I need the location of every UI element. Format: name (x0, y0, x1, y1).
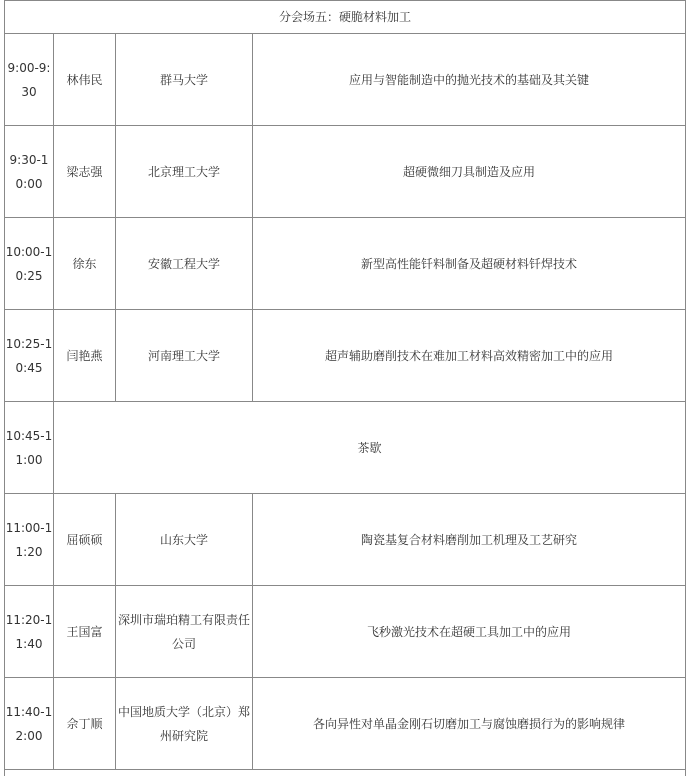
table-row (5, 678, 686, 770)
speaker-institution: 北京理工大学 (116, 126, 253, 218)
tea-break-label: 茶歇 (54, 402, 686, 494)
speaker-institution: 河南理工大学 (116, 310, 253, 402)
time-slot: 10:45-11:00 (5, 402, 54, 494)
time-slot: 10:00-10:25 (5, 218, 54, 310)
speaker-institution: 安徽工程大学 (116, 218, 253, 310)
session-title: 分会场五：硬脆材料加工 (5, 1, 686, 34)
table-row (5, 34, 686, 126)
time-slot: 11:00-11:20 (5, 494, 54, 586)
speaker-name: 徐东 (54, 218, 116, 310)
speaker-name: 林伟民 (54, 34, 116, 126)
speaker-institution: 深圳市瑞珀精工有限责任公司 (116, 586, 253, 678)
time-slot: 11:20-11:40 (5, 586, 54, 678)
time-slot: 9:30-10:00 (5, 126, 54, 218)
talk-topic: 飞秒激光技术在超硬工具加工中的应用 (253, 586, 686, 678)
talk-topic: 超硬微细刀具制造及应用 (253, 126, 686, 218)
speaker-name: 佘丁顺 (54, 678, 116, 770)
speaker-name: 王国富 (54, 586, 116, 678)
time-slot: 9:00-9:30 (5, 34, 54, 126)
table-row (5, 586, 686, 678)
talk-topic: 新型高性能钎料制备及超硬材料钎焊技术 (253, 218, 686, 310)
schedule-table (4, 0, 686, 776)
time-slot: 10:25-10:45 (5, 310, 54, 402)
talk-topic: 各向异性对单晶金刚石切磨加工与腐蚀磨损行为的影响规律 (253, 678, 686, 770)
time-slot: 11:40-12:00 (5, 678, 54, 770)
session-header-row (5, 1, 686, 34)
talk-topic: 陶瓷基复合材料磨削加工机理及工艺研究 (253, 494, 686, 586)
speaker-institution: 群马大学 (116, 34, 253, 126)
table-row (5, 126, 686, 218)
speaker-name: 梁志强 (54, 126, 116, 218)
table-row (5, 218, 686, 310)
table-row-cutoff (5, 770, 686, 777)
break-row (5, 402, 686, 494)
speaker-name: 闫艳燕 (54, 310, 116, 402)
speaker-institution: 中国地质大学（北京）郑州研究院 (116, 678, 253, 770)
speaker-institution: 山东大学 (116, 494, 253, 586)
speaker-name: 屈硕硕 (54, 494, 116, 586)
table-row (5, 494, 686, 586)
talk-topic: 应用与智能制造中的抛光技术的基础及其关键 (253, 34, 686, 126)
cutoff-cell (5, 770, 686, 777)
table-row (5, 310, 686, 402)
talk-topic: 超声辅助磨削技术在难加工材料高效精密加工中的应用 (253, 310, 686, 402)
